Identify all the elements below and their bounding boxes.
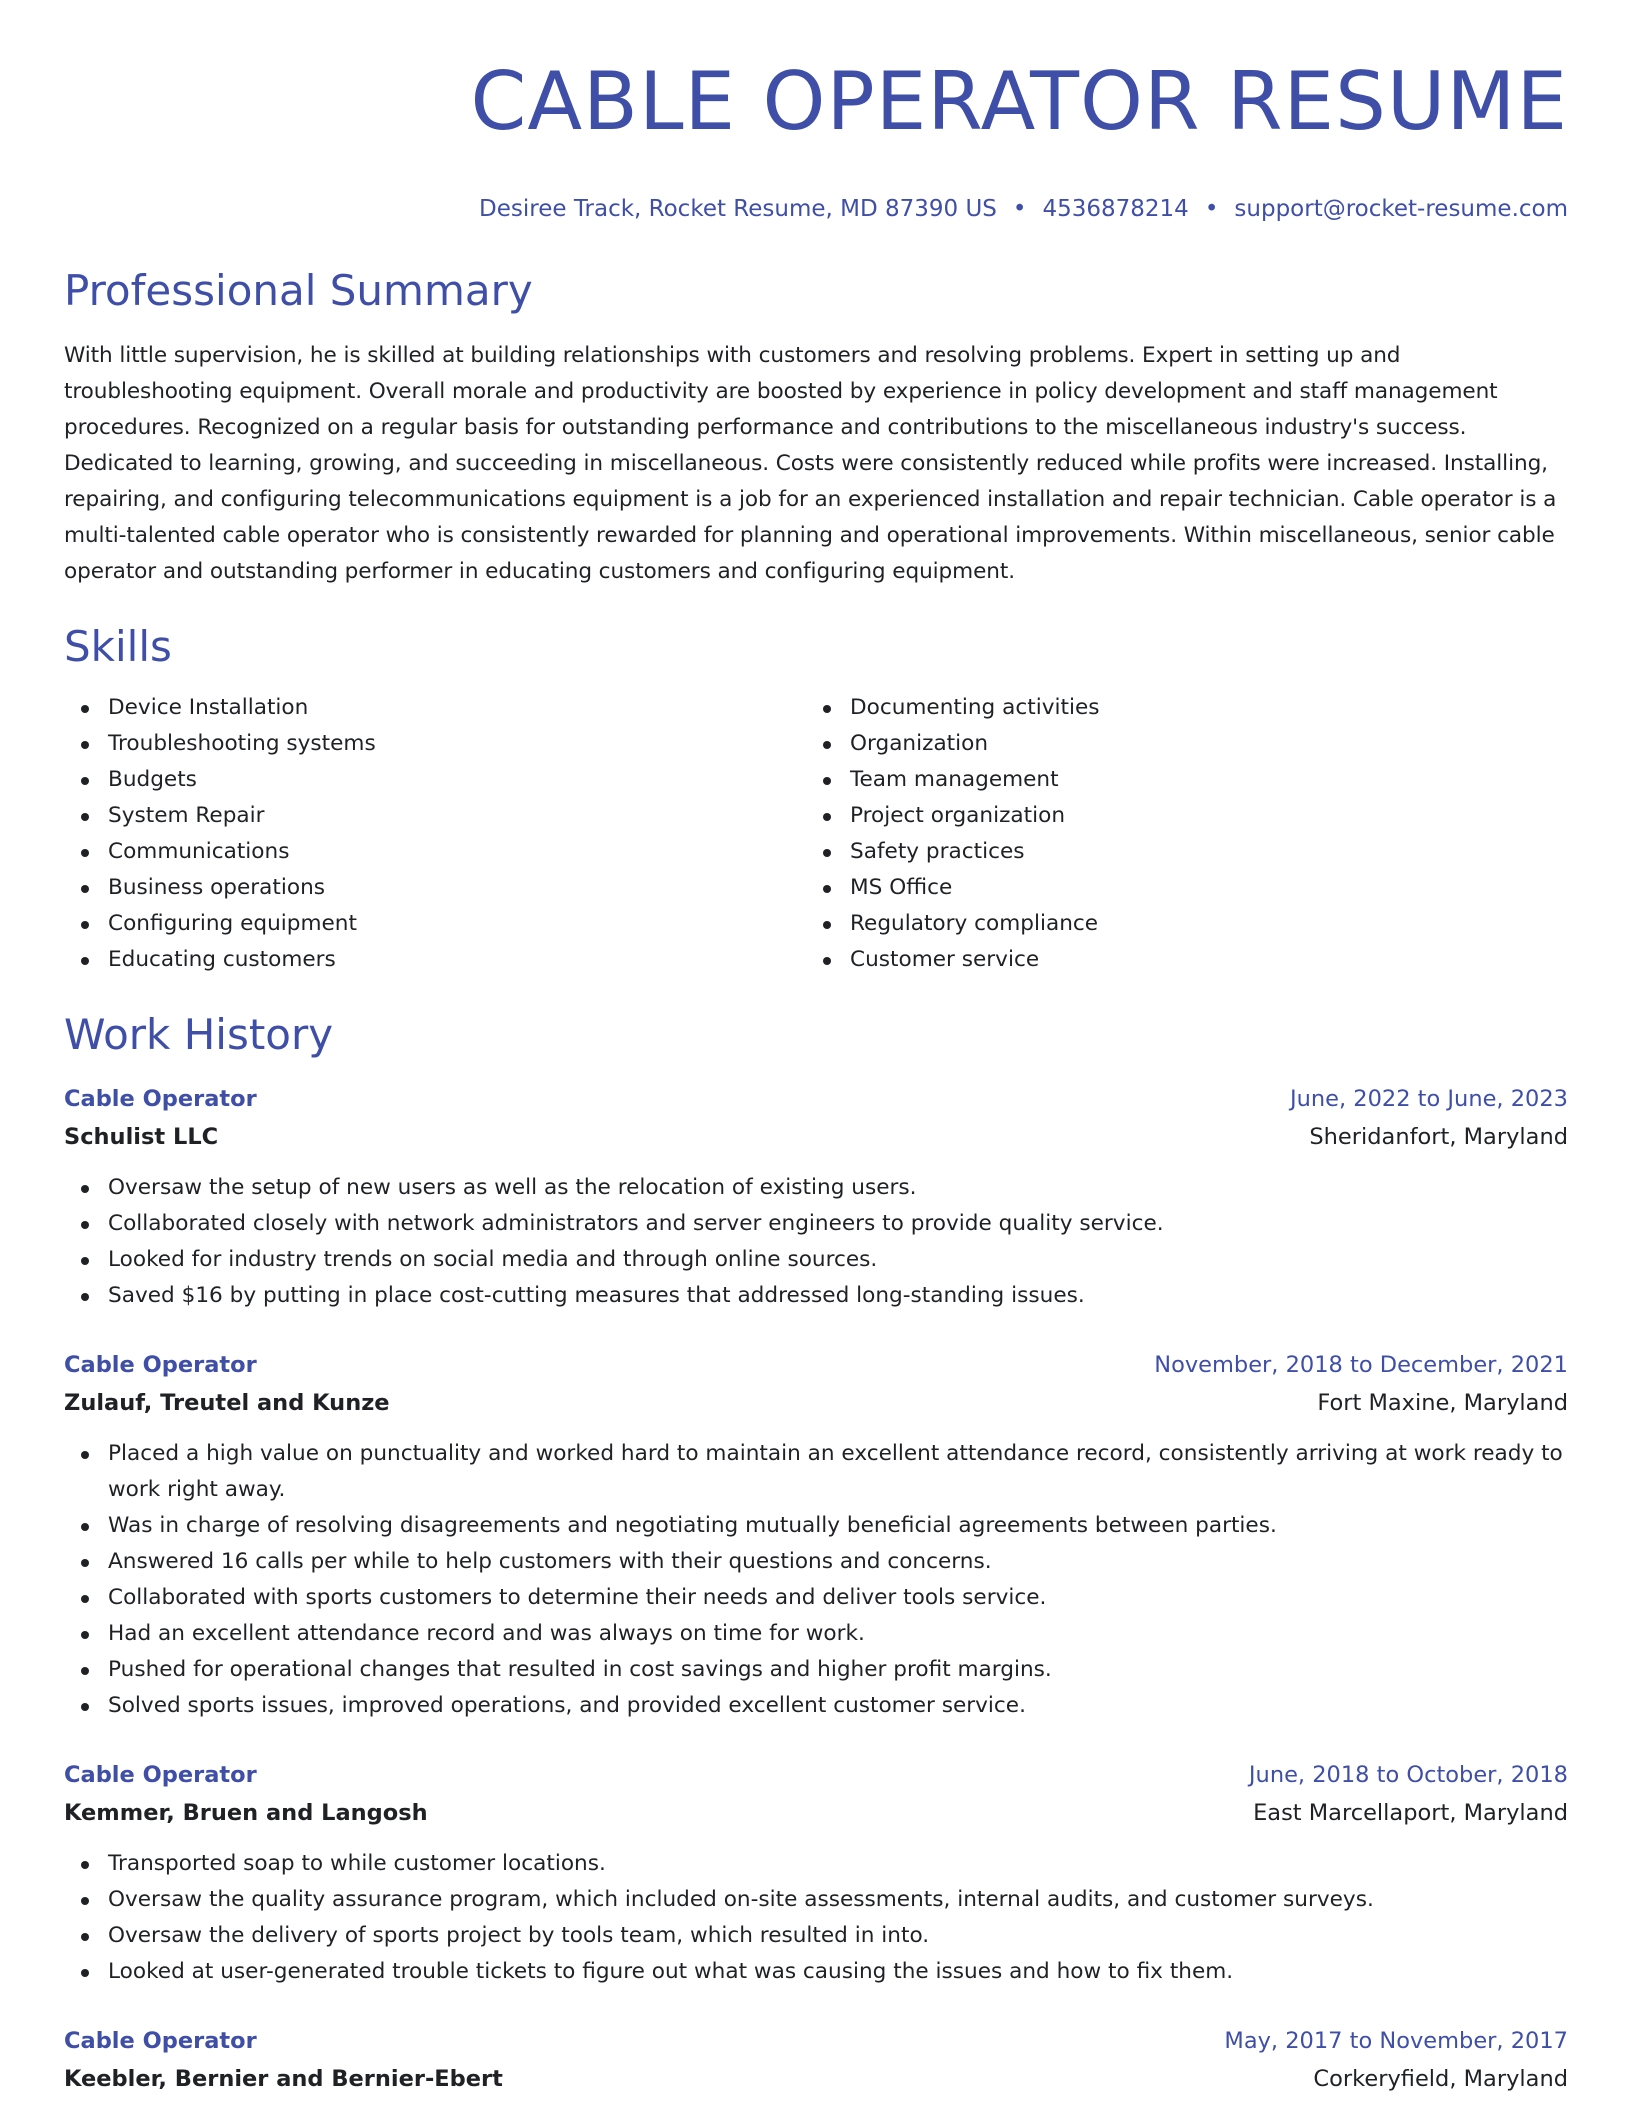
job-header-row xyxy=(64,1080,1568,1118)
job-role: Cable Operator xyxy=(64,2027,257,2054)
contact-address: Desiree Track, Rocket Resume, MD 87390 US xyxy=(479,195,997,222)
resume-page xyxy=(64,0,1568,2098)
skill-item: System Repair xyxy=(64,798,806,834)
skills-column-right xyxy=(806,690,1548,978)
job-dates: May, 2017 to November, 2017 xyxy=(1224,2027,1568,2054)
resume-title: CABLE OPERATOR RESUME xyxy=(470,55,1568,148)
summary-text: With little supervision, he is skilled at building relationships with customers and resolving problems. Expert in setting up and troubleshooting equipment. Overall morale and productivity are boosted by experience in policy development and staff management procedures. Recognized on a regular basis for outstanding performance and contributions to the miscellaneous industry's success. Dedicated to learning, growing, and succeeding in miscellaneous. Costs were consistently reduced while profits were increased. Installing, repairing, and configuring telecommunications equipment is a job for an experienced installation and repair technician. Cable operator is a multi-talented cable operator who is consistently rewarded for planning and operational improvements. Within miscellaneous, senior cable operator and outstanding performer in educating customers and configuring equipment. xyxy=(64,342,1557,584)
job-role: Cable Operator xyxy=(64,1351,257,1378)
job-bullets xyxy=(64,1170,1568,1314)
job-company: Zulauf, Treutel and Kunze xyxy=(64,1389,390,1416)
job-dates: June, 2018 to October, 2018 xyxy=(1248,1761,1568,1788)
skill-item: Configuring equipment xyxy=(64,906,806,942)
job-bullet: Looked for industry trends on social media and through online sources. xyxy=(64,1242,1568,1278)
job-bullet: Had an excellent attendance record and was always on time for work. xyxy=(64,1616,1568,1652)
skill-item: MS Office xyxy=(806,870,1548,906)
job-bullet: Transported soap to while customer locations. xyxy=(64,1846,1568,1882)
job-bullet: Collaborated with sports customers to determine their needs and deliver tools service. xyxy=(64,1580,1568,1616)
skill-item: Customer service xyxy=(806,942,1548,978)
job-bullet: Pushed for operational changes that resulted in cost savings and higher profit margins. xyxy=(64,1652,1568,1688)
job-entry xyxy=(64,1756,1568,1990)
job-bullet: Oversaw the quality assurance program, which included on-site assessments, internal audits, and customer surveys. xyxy=(64,1882,1568,1918)
job-company: Keebler, Bernier and Bernier-Ebert xyxy=(64,2065,503,2092)
job-company: Kemmer, Bruen and Langosh xyxy=(64,1799,428,1826)
job-bullet: Answered 16 calls per while to help customers with their questions and concerns. xyxy=(64,1544,1568,1580)
contact-line xyxy=(64,196,1568,222)
summary-heading: Professional Summary xyxy=(64,265,533,315)
contact-separator: • xyxy=(1012,195,1027,222)
job-company-row xyxy=(64,1384,1568,1422)
job-dates: June, 2022 to June, 2023 xyxy=(1289,1085,1568,1112)
job-bullets xyxy=(64,1436,1568,1724)
job-location: Fort Maxine, Maryland xyxy=(1317,1389,1568,1416)
skill-item: Project organization xyxy=(806,798,1548,834)
skills-column-left xyxy=(64,690,806,978)
skill-item: Safety practices xyxy=(806,834,1548,870)
job-header-row xyxy=(64,1346,1568,1384)
contact-phone: 4536878214 xyxy=(1042,195,1189,222)
work-history-heading: Work History xyxy=(64,1009,334,1059)
job-company-row xyxy=(64,1118,1568,1156)
skill-item: Budgets xyxy=(64,762,806,798)
job-entry xyxy=(64,2022,1568,2098)
skill-item: Business operations xyxy=(64,870,806,906)
skill-item: Documenting activities xyxy=(806,690,1548,726)
skill-item: Communications xyxy=(64,834,806,870)
job-location: Corkeryfield, Maryland xyxy=(1313,2065,1568,2092)
job-company: Schulist LLC xyxy=(64,1123,219,1150)
job-entry xyxy=(64,1346,1568,1724)
skill-item: Device Installation xyxy=(64,690,806,726)
skill-item: Troubleshooting systems xyxy=(64,726,806,762)
job-company-row xyxy=(64,1794,1568,1832)
job-location: Sheridanfort, Maryland xyxy=(1309,1123,1568,1150)
skills-list xyxy=(64,690,1568,978)
job-bullet: Saved $16 by putting in place cost-cutting measures that addressed long-standing issues. xyxy=(64,1278,1568,1314)
job-bullets xyxy=(64,1846,1568,1990)
job-dates: November, 2018 to December, 2021 xyxy=(1154,1351,1568,1378)
skill-item: Regulatory compliance xyxy=(806,906,1548,942)
job-header-row xyxy=(64,1756,1568,1794)
job-bullet: Placed a high value on punctuality and worked hard to maintain an excellent attendance record, consistently arriving at work ready to work right away. xyxy=(64,1436,1568,1508)
job-bullet: Oversaw the setup of new users as well as the relocation of existing users. xyxy=(64,1170,1568,1206)
job-location: East Marcellaport, Maryland xyxy=(1253,1799,1568,1826)
job-role: Cable Operator xyxy=(64,1085,257,1112)
job-role: Cable Operator xyxy=(64,1761,257,1788)
job-bullet: Was in charge of resolving disagreements and negotiating mutually beneficial agreements between parties. xyxy=(64,1508,1568,1544)
job-company-row xyxy=(64,2060,1568,2098)
job-entry xyxy=(64,1080,1568,1314)
skill-item: Team management xyxy=(806,762,1548,798)
contact-separator: • xyxy=(1204,195,1219,222)
skill-item: Organization xyxy=(806,726,1548,762)
skill-item: Educating customers xyxy=(64,942,806,978)
job-bullet: Looked at user-generated trouble tickets to figure out what was causing the issues and how to fix them. xyxy=(64,1954,1568,1990)
job-header-row xyxy=(64,2022,1568,2060)
job-bullet: Oversaw the delivery of sports project by tools team, which resulted in into. xyxy=(64,1918,1568,1954)
contact-email: support@rocket-resume.com xyxy=(1234,195,1568,222)
job-bullet: Solved sports issues, improved operations, and provided excellent customer service. xyxy=(64,1688,1568,1724)
skills-heading: Skills xyxy=(64,621,172,671)
job-bullet: Collaborated closely with network administrators and server engineers to provide quality service. xyxy=(64,1206,1568,1242)
